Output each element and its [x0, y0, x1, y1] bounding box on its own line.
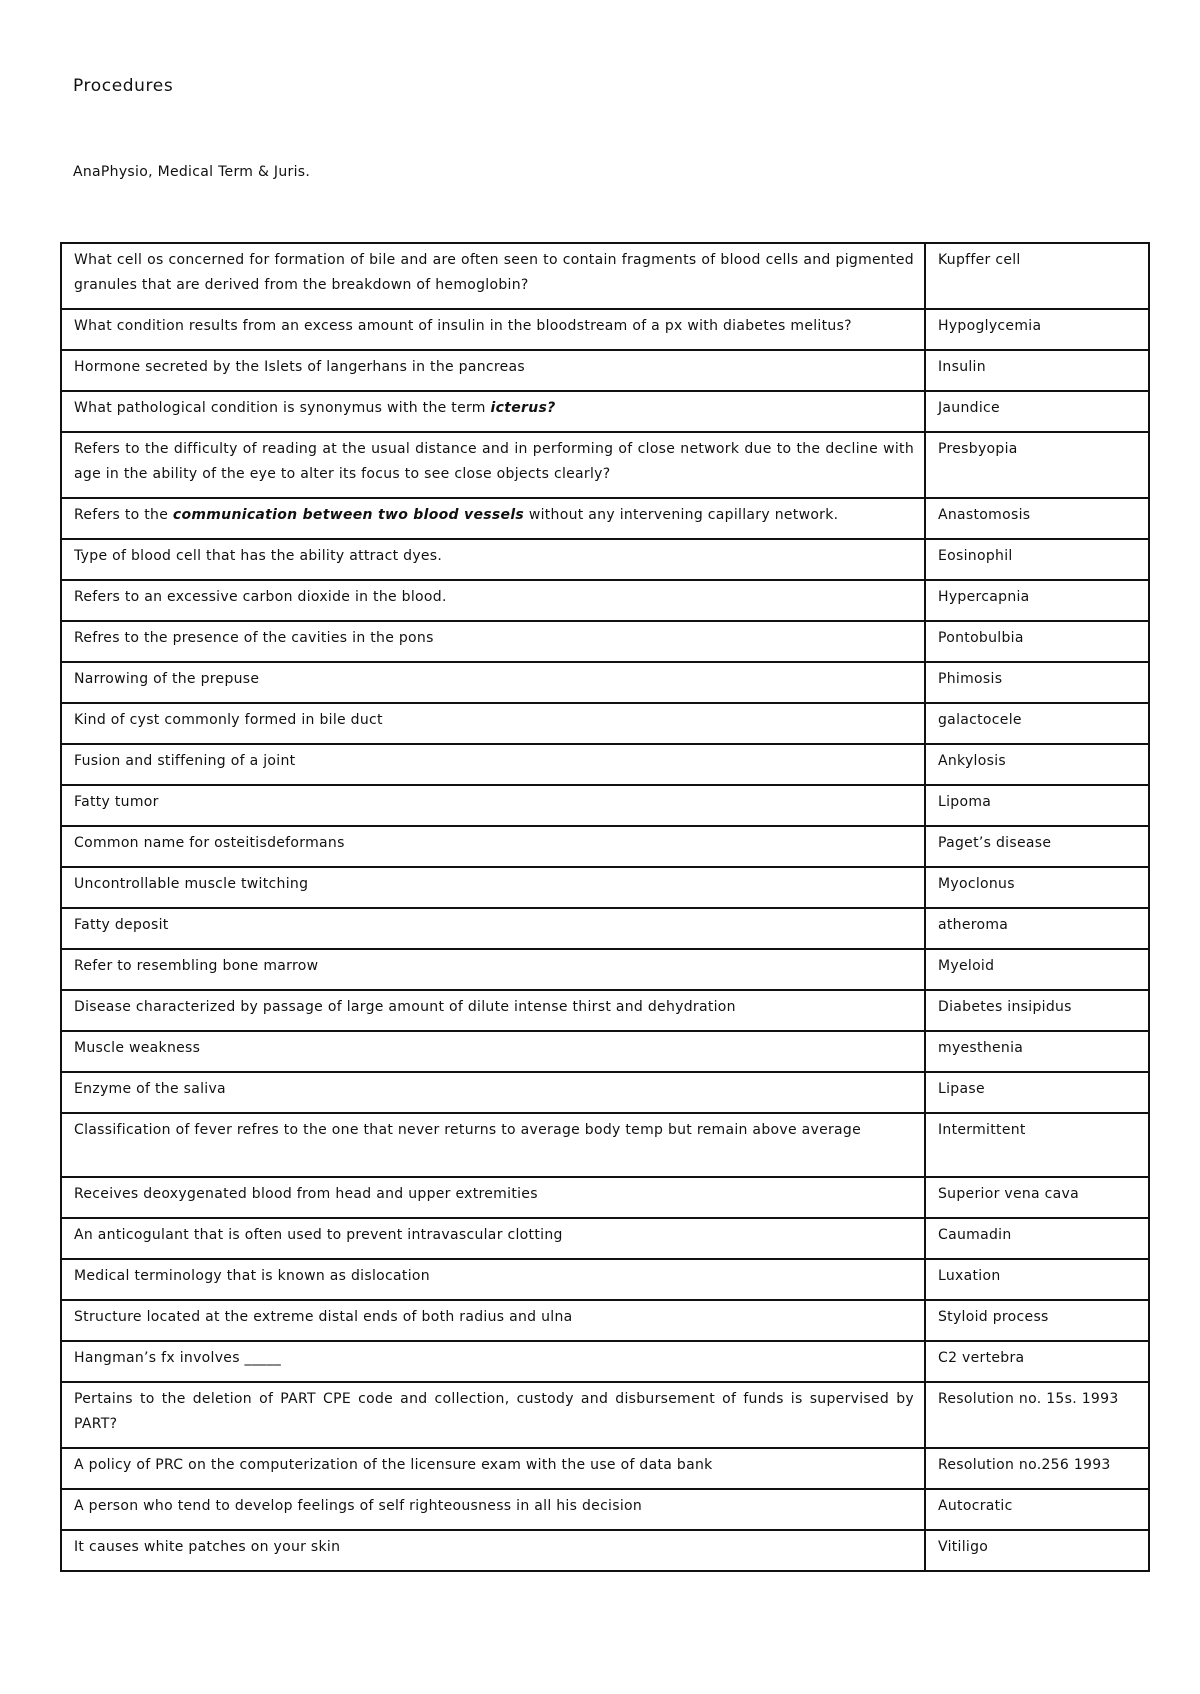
question-text: Classification of fever refres to the one that never returns to average body temp but remain above average — [74, 1122, 862, 1138]
table-row — [61, 785, 1149, 826]
question-text: Hangman’s fx involves _____ — [74, 1350, 282, 1366]
question-answer-table — [60, 242, 1150, 1572]
question-cell — [61, 350, 925, 391]
answer-cell — [925, 1300, 1149, 1341]
question-text: Medical terminology that is known as dislocation — [74, 1268, 430, 1284]
question-cell — [61, 1072, 925, 1113]
question-cell — [61, 580, 925, 621]
table-row — [61, 1300, 1149, 1341]
answer-text: Lipase — [938, 1081, 985, 1097]
question-text: Kind of cyst commonly formed in bile duct — [74, 712, 383, 728]
question-text: without any intervening capillary network. — [524, 507, 839, 523]
question-cell — [61, 867, 925, 908]
table-row — [61, 1489, 1149, 1530]
question-cell — [61, 785, 925, 826]
table-row — [61, 1448, 1149, 1489]
question-text: An anticogulant that is often used to prevent intravascular clotting — [74, 1227, 563, 1243]
question-text: Fusion and stiffening of a joint — [74, 753, 296, 769]
question-text: It causes white patches on your skin — [74, 1539, 341, 1555]
answer-text: Ankylosis — [938, 753, 1006, 769]
question-cell — [61, 498, 925, 539]
answer-cell — [925, 539, 1149, 580]
answer-text: atheroma — [938, 917, 1009, 933]
question-text: Refer to resembling bone marrow — [74, 958, 319, 974]
answer-text: Paget’s disease — [938, 835, 1052, 851]
question-cell — [61, 1489, 925, 1530]
question-text: A policy of PRC on the computerization of the licensure exam with the use of data bank — [74, 1457, 713, 1473]
answer-text: Caumadin — [938, 1227, 1012, 1243]
table-row — [61, 826, 1149, 867]
question-cell — [61, 1218, 925, 1259]
table-row — [61, 1530, 1149, 1571]
answer-cell — [925, 662, 1149, 703]
question-text: Uncontrollable muscle twitching — [74, 876, 309, 892]
answer-cell — [925, 1448, 1149, 1489]
table-row — [61, 1072, 1149, 1113]
answer-text: Lipoma — [938, 794, 992, 810]
answer-cell — [925, 990, 1149, 1031]
answer-cell — [925, 243, 1149, 309]
question-cell — [61, 1177, 925, 1218]
answer-text: Presbyopia — [938, 441, 1018, 457]
answer-text: Superior vena cava — [938, 1186, 1080, 1202]
answer-text: Styloid process — [938, 1309, 1049, 1325]
answer-cell — [925, 785, 1149, 826]
answer-cell — [925, 1382, 1149, 1448]
question-text: Type of blood cell that has the ability attract dyes. — [74, 548, 443, 564]
answer-cell — [925, 1489, 1149, 1530]
question-cell — [61, 990, 925, 1031]
answer-cell — [925, 1259, 1149, 1300]
answer-cell — [925, 498, 1149, 539]
answer-text: Myeloid — [938, 958, 995, 974]
answer-text: Kupffer cell — [938, 252, 1021, 268]
answer-cell — [925, 949, 1149, 990]
question-text: Hormone secreted by the Islets of langerhans in the pancreas — [74, 359, 526, 375]
question-text: Common name for osteitisdeformans — [74, 835, 345, 851]
table-row — [61, 432, 1149, 498]
table-row — [61, 1113, 1149, 1177]
answer-text: Hypercapnia — [938, 589, 1030, 605]
table-row — [61, 1177, 1149, 1218]
question-text: What pathological condition is synonymus with the term — [74, 400, 491, 416]
answer-text: Luxation — [938, 1268, 1001, 1284]
answer-cell — [925, 867, 1149, 908]
question-cell — [61, 621, 925, 662]
question-cell — [61, 744, 925, 785]
answer-text: Resolution no.256 1993 — [938, 1457, 1111, 1473]
question-cell — [61, 826, 925, 867]
question-cell — [61, 1341, 925, 1382]
table-row — [61, 1382, 1149, 1448]
question-cell — [61, 432, 925, 498]
question-cell — [61, 1031, 925, 1072]
table-row — [61, 867, 1149, 908]
answer-cell — [925, 744, 1149, 785]
answer-text: Eosinophil — [938, 548, 1013, 564]
question-text: Disease characterized by passage of large amount of dilute intense thirst and dehydration — [74, 999, 736, 1015]
table-row — [61, 498, 1149, 539]
answer-cell — [925, 391, 1149, 432]
table-row — [61, 1259, 1149, 1300]
answer-text: Phimosis — [938, 671, 1003, 687]
answer-text: Resolution no. 15s. 1993 — [938, 1391, 1119, 1407]
question-cell — [61, 1113, 925, 1177]
question-text: Fatty tumor — [74, 794, 159, 810]
question-cell — [61, 539, 925, 580]
table-row — [61, 1341, 1149, 1382]
table-row — [61, 990, 1149, 1031]
answer-cell — [925, 621, 1149, 662]
table-row — [61, 1218, 1149, 1259]
question-text: Receives deoxygenated blood from head and upper extremities — [74, 1186, 538, 1202]
answer-text: Intermittent — [938, 1122, 1026, 1138]
question-text: What cell os concerned for formation of bile and are often seen to contain fragments of blood cells and pigmented granules that are derived from the breakdown of hemoglobin? — [74, 252, 914, 293]
answer-text: galactocele — [938, 712, 1022, 728]
question-text: Refres to the presence of the cavities in the pons — [74, 630, 434, 646]
table-row — [61, 539, 1149, 580]
answer-cell — [925, 432, 1149, 498]
answer-cell — [925, 1031, 1149, 1072]
question-cell — [61, 1530, 925, 1571]
answer-text: Vitiligo — [938, 1539, 989, 1555]
answer-cell — [925, 1218, 1149, 1259]
answer-cell — [925, 826, 1149, 867]
answer-cell — [925, 1072, 1149, 1113]
question-text: Fatty deposit — [74, 917, 169, 933]
table-row — [61, 309, 1149, 350]
question-cell — [61, 1382, 925, 1448]
question-cell — [61, 309, 925, 350]
question-text: Muscle weakness — [74, 1040, 201, 1056]
table-row — [61, 908, 1149, 949]
question-cell — [61, 391, 925, 432]
question-cell — [61, 1259, 925, 1300]
question-cell — [61, 1448, 925, 1489]
table-body — [61, 243, 1149, 1571]
table-row — [61, 391, 1149, 432]
question-cell — [61, 949, 925, 990]
answer-cell — [925, 1530, 1149, 1571]
question-text: A person who tend to develop feelings of self righteousness in all his decision — [74, 1498, 643, 1514]
question-text: Refers to the difficulty of reading at the usual distance and in performing of close network due to the decline with age in the ability of the eye to alter its focus to see close objects clearly? — [74, 441, 914, 482]
table-row — [61, 662, 1149, 703]
table-row — [61, 350, 1149, 391]
table-row — [61, 703, 1149, 744]
document-title: Procedures — [73, 76, 174, 96]
answer-text: Myoclonus — [938, 876, 1015, 892]
question-text: Pertains to the deletion of PART CPE code and collection, custody and disbursement of funds is supervised by PART? — [74, 1391, 914, 1432]
question-text: Enzyme of the saliva — [74, 1081, 226, 1097]
table-row — [61, 744, 1149, 785]
question-text: Refers to the — [74, 507, 173, 523]
answer-text: Hypoglycemia — [938, 318, 1042, 334]
answer-cell — [925, 350, 1149, 391]
answer-cell — [925, 908, 1149, 949]
question-text: Refers to an excessive carbon dioxide in the blood. — [74, 589, 447, 605]
question-text: Structure located at the extreme distal ends of both radius and ulna — [74, 1309, 573, 1325]
answer-text: Insulin — [938, 359, 986, 375]
answer-cell — [925, 703, 1149, 744]
document-subtitle: AnaPhysio, Medical Term & Juris. — [73, 164, 311, 180]
answer-text: C2 vertebra — [938, 1350, 1025, 1366]
answer-cell — [925, 1341, 1149, 1382]
answer-text: myesthenia — [938, 1040, 1024, 1056]
table-row — [61, 1031, 1149, 1072]
answer-cell — [925, 309, 1149, 350]
question-cell — [61, 703, 925, 744]
question-text: Narrowing of the prepuse — [74, 671, 260, 687]
emphasized-term: communication between two blood vessels — [172, 507, 525, 523]
question-cell — [61, 243, 925, 309]
emphasized-term: icterus? — [490, 400, 556, 416]
table-row — [61, 580, 1149, 621]
answer-text: Jaundice — [938, 400, 1000, 416]
table-row — [61, 949, 1149, 990]
answer-text: Anastomosis — [938, 507, 1031, 523]
answer-cell — [925, 1177, 1149, 1218]
question-cell — [61, 1300, 925, 1341]
question-cell — [61, 662, 925, 703]
answer-cell — [925, 1113, 1149, 1177]
answer-text: Diabetes insipidus — [938, 999, 1072, 1015]
answer-text: Autocratic — [938, 1498, 1013, 1514]
question-cell — [61, 908, 925, 949]
answer-text: Pontobulbia — [938, 630, 1024, 646]
question-text: What condition results from an excess amount of insulin in the bloodstream of a px with diabetes melitus? — [74, 318, 852, 334]
table-row — [61, 243, 1149, 309]
table-row — [61, 621, 1149, 662]
answer-cell — [925, 580, 1149, 621]
